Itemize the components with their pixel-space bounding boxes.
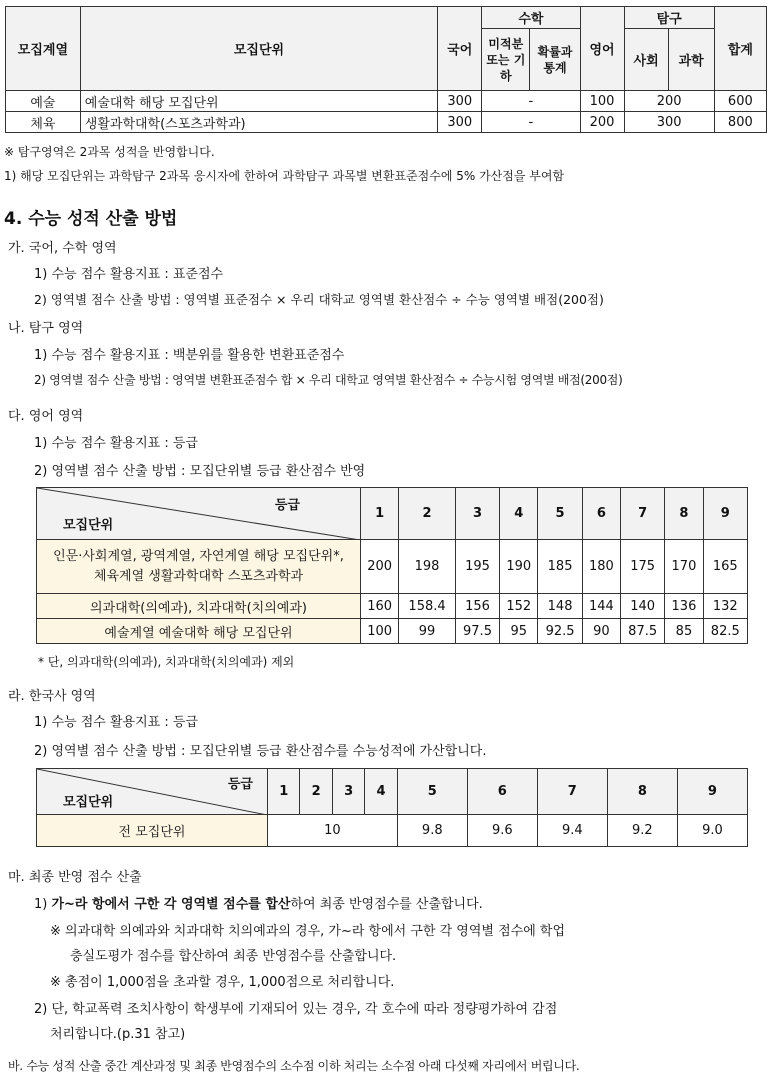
- ba-text: 바. 수능 성적 산출 중간 계산과정 및 최종 반영점수의 소수점 이하 처리는 소수점 아래 다섯째 자리에서 버립니다.: [8, 1059, 580, 1073]
- grade-8: 8: [665, 488, 703, 540]
- grade-9: 9: [677, 769, 747, 815]
- ga-item2: 2) 영역별 점수 산출 방법 : 영역별 표준점수 × 우리 대학교 영역별 환산점수 ÷ 수능 영역별 배점(200점): [34, 292, 604, 307]
- ma-item2-line2: 처리합니다.(p.31 참고): [50, 1027, 186, 1042]
- ma-note1-line1: ※ 의과대학 의예과와 치과대학 치의예과의 경우, 가~라 항에서 구한 각 영역별 점수에 학업: [50, 924, 566, 939]
- cell-english: 200: [580, 112, 624, 133]
- unit-label: 모집단위: [63, 795, 114, 810]
- cell-math: -: [482, 91, 580, 112]
- score-cell: 148: [538, 594, 582, 619]
- ma-title: 마. 최종 반영 점수 산출: [8, 870, 142, 885]
- da-item2: 2) 영역별 점수 산출 방법 : 모집단위별 등급 환산점수 반영: [34, 464, 366, 479]
- score-cell: 156: [455, 594, 499, 619]
- row-label: 전 모집단위: [37, 815, 268, 847]
- table-row: [37, 540, 748, 594]
- header-korean: 국어: [438, 7, 482, 91]
- history-grade-table: [36, 768, 748, 847]
- ra-item1: 1) 수능 점수 활용지표 : 등급: [34, 715, 198, 730]
- header-category: 모집계열: [6, 7, 81, 91]
- cell-english: 100: [580, 91, 624, 112]
- ma-item1-prefix: 1): [34, 897, 52, 912]
- ma-note2: ※ 총점이 1,000점을 초과할 경우, 1,000점으로 처리합니다.: [50, 975, 395, 990]
- grade-2: 2: [399, 488, 456, 540]
- score-cell: 82.5: [703, 619, 747, 644]
- header-diagonal-cell: [37, 769, 268, 815]
- header-inquiry-social: 사회: [624, 29, 668, 91]
- score-cell: 198: [399, 540, 456, 594]
- grade-label: 등급: [227, 777, 253, 792]
- score-cell: 87.5: [620, 619, 664, 644]
- cell-total: 600: [714, 91, 766, 112]
- table-row: [6, 112, 767, 133]
- na-item1: 1) 수능 점수 활용지표 : 백분위를 활용한 변환표준점수: [34, 348, 345, 363]
- score-cell: 9.0: [677, 815, 747, 847]
- da-title: 다. 영어 영역: [8, 409, 84, 424]
- ma-item2-line1: 2) 단, 학교폭력 조치사항이 학생부에 기재되어 있는 경우, 각 호수에 따라 정량평가하여 감점: [34, 1002, 558, 1017]
- score-cell: 97.5: [455, 619, 499, 644]
- score-cell-merged: 10: [268, 815, 398, 847]
- score-cell: 99: [399, 619, 456, 644]
- ma-note1-line2: 충실도평가 점수를 합산하여 최종 반영점수를 산출합니다.: [70, 949, 397, 964]
- table-row: [37, 815, 748, 847]
- cell-category: 체육: [6, 112, 81, 133]
- grade-1: 1: [268, 769, 300, 815]
- grade-7: 7: [620, 488, 664, 540]
- unit-label: 모집단위: [63, 518, 114, 533]
- grade-1: 1: [361, 488, 399, 540]
- score-cell: 100: [361, 619, 399, 644]
- grade-label: 등급: [274, 498, 300, 513]
- cell-category: 예술: [6, 91, 81, 112]
- score-cell: 170: [665, 540, 703, 594]
- grade-7: 7: [537, 769, 607, 815]
- grade-3: 3: [455, 488, 499, 540]
- grade-3: 3: [332, 769, 364, 815]
- cell-unit: 생활과학대학(스포츠과학과): [80, 112, 437, 133]
- score-cell: 136: [665, 594, 703, 619]
- score-cell: 175: [620, 540, 664, 594]
- score-cell: 144: [582, 594, 620, 619]
- grade-8: 8: [607, 769, 677, 815]
- score-cell: 9.4: [537, 815, 607, 847]
- score-cell: 195: [455, 540, 499, 594]
- header-unit: 모집단위: [80, 7, 437, 91]
- score-cell: 160: [361, 594, 399, 619]
- ma-item1: [34, 893, 483, 912]
- score-cell: 85: [665, 619, 703, 644]
- score-cell: 9.2: [607, 815, 677, 847]
- ga-item1: 1) 수능 점수 활용지표 : 표준점수: [34, 267, 224, 282]
- grade-2: 2: [300, 769, 332, 815]
- table-row: [37, 619, 748, 644]
- grade-6: 6: [467, 769, 537, 815]
- score-cell: 9.6: [467, 815, 537, 847]
- cell-korean: 300: [438, 112, 482, 133]
- cell-total: 800: [714, 112, 766, 133]
- header-math-calculus: 미적분 또는 기하: [482, 29, 530, 91]
- score-cell: 152: [500, 594, 538, 619]
- header-diagonal-cell: [37, 488, 361, 540]
- row-label: 의과대학(의예과), 치과대학(치의예과): [37, 594, 361, 619]
- score-cell: 165: [703, 540, 747, 594]
- english-footnote: * 단, 의과대학(의예과), 치과대학(치의예과) 제외: [38, 655, 295, 669]
- header-inquiry-science: 과학: [668, 29, 714, 91]
- table-row: [6, 91, 767, 112]
- row-label-line1: 인문·사회계열, 광역계열, 자연계열 해당 모집단위*,: [53, 548, 344, 564]
- score-cell: 200: [361, 540, 399, 594]
- score-cell: 190: [500, 540, 538, 594]
- cell-math: -: [482, 112, 580, 133]
- score-cell: 90: [582, 619, 620, 644]
- grade-5: 5: [397, 769, 467, 815]
- header-inquiry: 탐구: [624, 7, 714, 29]
- header-math: 수학: [482, 7, 580, 29]
- cell-inquiry: 300: [624, 112, 714, 133]
- score-cell: 132: [703, 594, 747, 619]
- ma-item1-bold: 가~라 항에서 구한 각 영역별 점수를 합산: [51, 897, 291, 912]
- admission-score-table: [5, 6, 767, 133]
- cell-inquiry: 200: [624, 91, 714, 112]
- ga-title: 가. 국어, 수학 영역: [8, 241, 117, 256]
- english-grade-table: [36, 487, 748, 644]
- table-row: [37, 594, 748, 619]
- row-label: 예술계열 예술대학 해당 모집단위: [37, 619, 361, 644]
- grade-4: 4: [365, 769, 397, 815]
- grade-5: 5: [538, 488, 582, 540]
- header-english: 영어: [580, 7, 624, 91]
- na-title: 나. 탐구 영역: [8, 321, 84, 336]
- grade-9: 9: [703, 488, 747, 540]
- score-cell: 9.8: [397, 815, 467, 847]
- section-title: 4. 수능 성적 산출 방법: [4, 209, 178, 229]
- cell-korean: 300: [438, 91, 482, 112]
- header-total: 합계: [714, 7, 766, 91]
- cell-unit: 예술대학 해당 모집단위: [80, 91, 437, 112]
- score-cell: 95: [500, 619, 538, 644]
- note-inquiry: ※ 탐구영역은 2과목 성적을 반영합니다.: [4, 145, 215, 159]
- row-label: [37, 540, 361, 594]
- ma-item1-rest: 하여 최종 반영점수를 산출합니다.: [290, 897, 483, 912]
- ra-title: 라. 한국사 영역: [8, 689, 96, 704]
- score-cell: 158.4: [399, 594, 456, 619]
- ra-item2: 2) 영역별 점수 산출 방법 : 모집단위별 등급 환산점수를 수능성적에 가산합니다.: [34, 744, 487, 759]
- note-science-bonus: 1) 해당 모집단위는 과학탐구 2과목 응시자에 한하여 과학탐구 과목별 변환표준점수에 5% 가산점을 부여함: [4, 169, 565, 183]
- score-cell: 92.5: [538, 619, 582, 644]
- da-item1: 1) 수능 점수 활용지표 : 등급: [34, 436, 198, 451]
- header-math-statistics: 확률과 통계: [530, 29, 580, 91]
- na-item2: 2) 영역별 점수 산출 방법 : 영역별 변환표준점수 합 × 우리 대학교 영역별 환산점수 ÷ 수능시험 영역별 배점(200점): [34, 373, 623, 387]
- score-cell: 180: [582, 540, 620, 594]
- score-cell: 140: [620, 594, 664, 619]
- grade-6: 6: [582, 488, 620, 540]
- row-label-line2: 체육계열 생활과학대학 스포츠과학과: [93, 568, 304, 584]
- grade-4: 4: [500, 488, 538, 540]
- score-cell: 185: [538, 540, 582, 594]
